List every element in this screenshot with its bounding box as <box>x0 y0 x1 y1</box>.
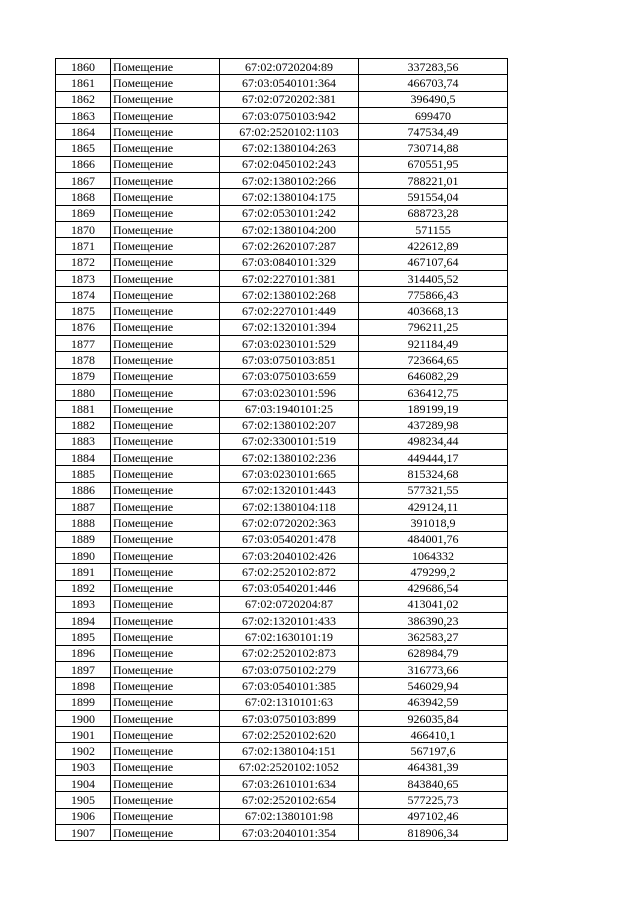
table-row <box>56 596 508 612</box>
cadastral-number-cell: 67:02:1380102:236 <box>220 450 359 466</box>
table-row <box>56 205 508 221</box>
value-cell: 843840,65 <box>359 776 508 792</box>
object-type-cell: Помещение <box>111 531 220 547</box>
value-cell: 646082,29 <box>359 368 508 384</box>
row-number-cell: 1866 <box>56 156 111 172</box>
row-number-cell: 1878 <box>56 352 111 368</box>
cadastral-number-cell: 67:03:0750102:279 <box>220 661 359 677</box>
value-cell: 464381,39 <box>359 759 508 775</box>
value-cell: 337283,56 <box>359 59 508 75</box>
row-number-cell: 1884 <box>56 450 111 466</box>
cadastral-number-cell: 67:02:0450102:243 <box>220 156 359 172</box>
value-cell: 815324,68 <box>359 466 508 482</box>
value-cell: 484001,76 <box>359 531 508 547</box>
cadastral-number-cell: 67:03:2040102:426 <box>220 547 359 563</box>
object-type-cell: Помещение <box>111 91 220 107</box>
table-row <box>56 710 508 726</box>
table-row <box>56 727 508 743</box>
cadastral-number-cell: 67:02:2520102:873 <box>220 645 359 661</box>
row-number-cell: 1885 <box>56 466 111 482</box>
row-number-cell: 1868 <box>56 189 111 205</box>
object-type-cell: Помещение <box>111 238 220 254</box>
cadastral-number-cell: 67:02:1380102:266 <box>220 173 359 189</box>
cadastral-number-cell: 67:03:0230101:665 <box>220 466 359 482</box>
cadastral-number-cell: 67:02:0530101:242 <box>220 205 359 221</box>
object-type-cell: Помещение <box>111 156 220 172</box>
row-number-cell: 1870 <box>56 221 111 237</box>
row-number-cell: 1862 <box>56 91 111 107</box>
cadastral-number-cell: 67:02:1320101:433 <box>220 613 359 629</box>
value-cell: 479299,2 <box>359 564 508 580</box>
value-cell: 926035,84 <box>359 710 508 726</box>
row-number-cell: 1873 <box>56 270 111 286</box>
value-cell: 577321,55 <box>359 482 508 498</box>
object-type-cell: Помещение <box>111 336 220 352</box>
value-cell: 670551,95 <box>359 156 508 172</box>
row-number-cell: 1899 <box>56 694 111 710</box>
object-type-cell: Помещение <box>111 124 220 140</box>
value-cell: 1064332 <box>359 547 508 563</box>
table-row <box>56 352 508 368</box>
cadastral-number-cell: 67:02:2520102:1103 <box>220 124 359 140</box>
object-type-cell: Помещение <box>111 808 220 824</box>
row-number-cell: 1867 <box>56 173 111 189</box>
row-number-cell: 1883 <box>56 433 111 449</box>
cadastral-number-cell: 67:02:2620107:287 <box>220 238 359 254</box>
table-row <box>56 303 508 319</box>
table-row <box>56 564 508 580</box>
table-row <box>56 91 508 107</box>
object-type-cell: Помещение <box>111 710 220 726</box>
table-row <box>56 613 508 629</box>
object-type-cell: Помещение <box>111 792 220 808</box>
object-type-cell: Помещение <box>111 173 220 189</box>
row-number-cell: 1892 <box>56 580 111 596</box>
value-cell: 796211,25 <box>359 319 508 335</box>
cadastral-number-cell: 67:02:0720204:89 <box>220 59 359 75</box>
value-cell: 466703,74 <box>359 75 508 91</box>
value-cell: 316773,66 <box>359 661 508 677</box>
table-row <box>56 270 508 286</box>
table-row <box>56 124 508 140</box>
value-cell: 498234,44 <box>359 433 508 449</box>
cadastral-number-cell: 67:02:1380104:200 <box>220 221 359 237</box>
value-cell: 775866,43 <box>359 287 508 303</box>
value-cell: 577225,73 <box>359 792 508 808</box>
cadastral-number-cell: 67:02:2520102:620 <box>220 727 359 743</box>
table-row <box>56 466 508 482</box>
value-cell: 449444,17 <box>359 450 508 466</box>
value-cell: 467107,64 <box>359 254 508 270</box>
value-cell: 463942,59 <box>359 694 508 710</box>
row-number-cell: 1900 <box>56 710 111 726</box>
row-number-cell: 1898 <box>56 678 111 694</box>
row-number-cell: 1879 <box>56 368 111 384</box>
table-row <box>56 140 508 156</box>
table-row <box>56 384 508 400</box>
cadastral-number-cell: 67:02:1320101:443 <box>220 482 359 498</box>
table-row <box>56 368 508 384</box>
table-row <box>56 531 508 547</box>
cadastral-number-cell: 67:02:0720204:87 <box>220 596 359 612</box>
row-number-cell: 1905 <box>56 792 111 808</box>
object-type-cell: Помещение <box>111 629 220 645</box>
cadastral-number-cell: 67:02:1380104:263 <box>220 140 359 156</box>
cadastral-number-cell: 67:03:0230101:529 <box>220 336 359 352</box>
object-type-cell: Помещение <box>111 613 220 629</box>
object-type-cell: Помещение <box>111 678 220 694</box>
value-cell: 429124,11 <box>359 499 508 515</box>
table-row <box>56 629 508 645</box>
table-row <box>56 417 508 433</box>
value-cell: 391018,9 <box>359 515 508 531</box>
row-number-cell: 1894 <box>56 613 111 629</box>
object-type-cell: Помещение <box>111 776 220 792</box>
table-row <box>56 661 508 677</box>
table-row <box>56 482 508 498</box>
value-cell: 699470 <box>359 107 508 123</box>
row-number-cell: 1864 <box>56 124 111 140</box>
object-type-cell: Помещение <box>111 547 220 563</box>
cadastral-number-cell: 67:02:2270101:381 <box>220 270 359 286</box>
cadastral-number-cell: 67:02:1380104:118 <box>220 499 359 515</box>
row-number-cell: 1902 <box>56 743 111 759</box>
object-type-cell: Помещение <box>111 482 220 498</box>
cadastral-number-cell: 67:02:1380104:151 <box>220 743 359 759</box>
value-cell: 571155 <box>359 221 508 237</box>
value-cell: 386390,23 <box>359 613 508 629</box>
registry-table-body <box>56 59 508 841</box>
table-row <box>56 824 508 840</box>
value-cell: 466410,1 <box>359 727 508 743</box>
row-number-cell: 1875 <box>56 303 111 319</box>
object-type-cell: Помещение <box>111 499 220 515</box>
object-type-cell: Помещение <box>111 564 220 580</box>
object-type-cell: Помещение <box>111 287 220 303</box>
object-type-cell: Помещение <box>111 352 220 368</box>
object-type-cell: Помещение <box>111 59 220 75</box>
table-row <box>56 450 508 466</box>
object-type-cell: Помещение <box>111 368 220 384</box>
value-cell: 688723,28 <box>359 205 508 221</box>
value-cell: 591554,04 <box>359 189 508 205</box>
value-cell: 422612,89 <box>359 238 508 254</box>
value-cell: 189199,19 <box>359 401 508 417</box>
cadastral-number-cell: 67:02:1380102:207 <box>220 417 359 433</box>
cadastral-number-cell: 67:03:0540101:385 <box>220 678 359 694</box>
cadastral-number-cell: 67:03:0750103:899 <box>220 710 359 726</box>
row-number-cell: 1865 <box>56 140 111 156</box>
value-cell: 747534,49 <box>359 124 508 140</box>
object-type-cell: Помещение <box>111 140 220 156</box>
table-row <box>56 336 508 352</box>
object-type-cell: Помещение <box>111 254 220 270</box>
value-cell: 723664,65 <box>359 352 508 368</box>
table-row <box>56 515 508 531</box>
row-number-cell: 1903 <box>56 759 111 775</box>
cadastral-number-cell: 67:02:1320101:394 <box>220 319 359 335</box>
row-number-cell: 1869 <box>56 205 111 221</box>
cadastral-number-cell: 67:03:2610101:634 <box>220 776 359 792</box>
object-type-cell: Помещение <box>111 596 220 612</box>
value-cell: 818906,34 <box>359 824 508 840</box>
cadastral-number-cell: 67:03:0540201:446 <box>220 580 359 596</box>
row-number-cell: 1882 <box>56 417 111 433</box>
row-number-cell: 1896 <box>56 645 111 661</box>
object-type-cell: Помещение <box>111 75 220 91</box>
object-type-cell: Помещение <box>111 303 220 319</box>
row-number-cell: 1876 <box>56 319 111 335</box>
object-type-cell: Помещение <box>111 450 220 466</box>
table-row <box>56 238 508 254</box>
cadastral-number-cell: 67:03:0750103:659 <box>220 368 359 384</box>
row-number-cell: 1863 <box>56 107 111 123</box>
row-number-cell: 1907 <box>56 824 111 840</box>
cadastral-number-cell: 67:02:2270101:449 <box>220 303 359 319</box>
table-row <box>56 499 508 515</box>
table-row <box>56 254 508 270</box>
table-row <box>56 759 508 775</box>
cadastral-number-cell: 67:03:2040101:354 <box>220 824 359 840</box>
row-number-cell: 1861 <box>56 75 111 91</box>
table-row <box>56 678 508 694</box>
cadastral-number-cell: 67:02:1310101:63 <box>220 694 359 710</box>
row-number-cell: 1891 <box>56 564 111 580</box>
object-type-cell: Помещение <box>111 743 220 759</box>
object-type-cell: Помещение <box>111 759 220 775</box>
table-row <box>56 319 508 335</box>
table-row <box>56 547 508 563</box>
value-cell: 429686,54 <box>359 580 508 596</box>
table-row <box>56 156 508 172</box>
object-type-cell: Помещение <box>111 221 220 237</box>
cadastral-number-cell: 67:03:0230101:596 <box>220 384 359 400</box>
cadastral-number-cell: 67:02:1380102:268 <box>220 287 359 303</box>
table-row <box>56 694 508 710</box>
row-number-cell: 1887 <box>56 499 111 515</box>
cadastral-number-cell: 67:02:0720202:363 <box>220 515 359 531</box>
value-cell: 788221,01 <box>359 173 508 189</box>
table-row <box>56 433 508 449</box>
cadastral-number-cell: 67:03:0540101:364 <box>220 75 359 91</box>
cadastral-number-cell: 67:03:0750103:942 <box>220 107 359 123</box>
cadastral-number-cell: 67:03:0540201:478 <box>220 531 359 547</box>
cadastral-number-cell: 67:02:3300101:519 <box>220 433 359 449</box>
cadastral-number-cell: 67:03:0840101:329 <box>220 254 359 270</box>
object-type-cell: Помещение <box>111 205 220 221</box>
object-type-cell: Помещение <box>111 694 220 710</box>
object-type-cell: Помещение <box>111 270 220 286</box>
value-cell: 636412,75 <box>359 384 508 400</box>
object-type-cell: Помещение <box>111 319 220 335</box>
row-number-cell: 1890 <box>56 547 111 563</box>
cadastral-number-cell: 67:02:2520102:654 <box>220 792 359 808</box>
row-number-cell: 1877 <box>56 336 111 352</box>
cadastral-number-cell: 67:02:2520102:872 <box>220 564 359 580</box>
row-number-cell: 1889 <box>56 531 111 547</box>
table-row <box>56 75 508 91</box>
row-number-cell: 1860 <box>56 59 111 75</box>
value-cell: 497102,46 <box>359 808 508 824</box>
value-cell: 396490,5 <box>359 91 508 107</box>
table-row <box>56 401 508 417</box>
table-row <box>56 743 508 759</box>
object-type-cell: Помещение <box>111 417 220 433</box>
row-number-cell: 1901 <box>56 727 111 743</box>
value-cell: 437289,98 <box>359 417 508 433</box>
table-row <box>56 792 508 808</box>
table-row <box>56 221 508 237</box>
row-number-cell: 1871 <box>56 238 111 254</box>
row-number-cell: 1886 <box>56 482 111 498</box>
cadastral-number-cell: 67:02:1630101:19 <box>220 629 359 645</box>
value-cell: 730714,88 <box>359 140 508 156</box>
object-type-cell: Помещение <box>111 515 220 531</box>
object-type-cell: Помещение <box>111 580 220 596</box>
row-number-cell: 1874 <box>56 287 111 303</box>
table-row <box>56 580 508 596</box>
cadastral-number-cell: 67:03:0750103:851 <box>220 352 359 368</box>
cadastral-number-cell: 67:02:2520102:1052 <box>220 759 359 775</box>
object-type-cell: Помещение <box>111 189 220 205</box>
object-type-cell: Помещение <box>111 727 220 743</box>
row-number-cell: 1897 <box>56 661 111 677</box>
value-cell: 362583,27 <box>359 629 508 645</box>
row-number-cell: 1906 <box>56 808 111 824</box>
value-cell: 403668,13 <box>359 303 508 319</box>
cadastral-number-cell: 67:02:1380101:98 <box>220 808 359 824</box>
table-row <box>56 173 508 189</box>
table-row <box>56 189 508 205</box>
table-row <box>56 107 508 123</box>
row-number-cell: 1895 <box>56 629 111 645</box>
value-cell: 628984,79 <box>359 645 508 661</box>
row-number-cell: 1872 <box>56 254 111 270</box>
row-number-cell: 1904 <box>56 776 111 792</box>
registry-table <box>55 58 508 841</box>
table-row <box>56 808 508 824</box>
cadastral-number-cell: 67:03:1940101:25 <box>220 401 359 417</box>
value-cell: 413041,02 <box>359 596 508 612</box>
object-type-cell: Помещение <box>111 433 220 449</box>
object-type-cell: Помещение <box>111 384 220 400</box>
value-cell: 546029,94 <box>359 678 508 694</box>
row-number-cell: 1880 <box>56 384 111 400</box>
row-number-cell: 1893 <box>56 596 111 612</box>
table-row <box>56 59 508 75</box>
value-cell: 567197,6 <box>359 743 508 759</box>
object-type-cell: Помещение <box>111 466 220 482</box>
row-number-cell: 1888 <box>56 515 111 531</box>
object-type-cell: Помещение <box>111 645 220 661</box>
object-type-cell: Помещение <box>111 107 220 123</box>
value-cell: 921184,49 <box>359 336 508 352</box>
object-type-cell: Помещение <box>111 661 220 677</box>
object-type-cell: Помещение <box>111 401 220 417</box>
table-row <box>56 287 508 303</box>
object-type-cell: Помещение <box>111 824 220 840</box>
cadastral-number-cell: 67:02:0720202:381 <box>220 91 359 107</box>
cadastral-number-cell: 67:02:1380104:175 <box>220 189 359 205</box>
table-row <box>56 776 508 792</box>
row-number-cell: 1881 <box>56 401 111 417</box>
table-row <box>56 645 508 661</box>
value-cell: 314405,52 <box>359 270 508 286</box>
